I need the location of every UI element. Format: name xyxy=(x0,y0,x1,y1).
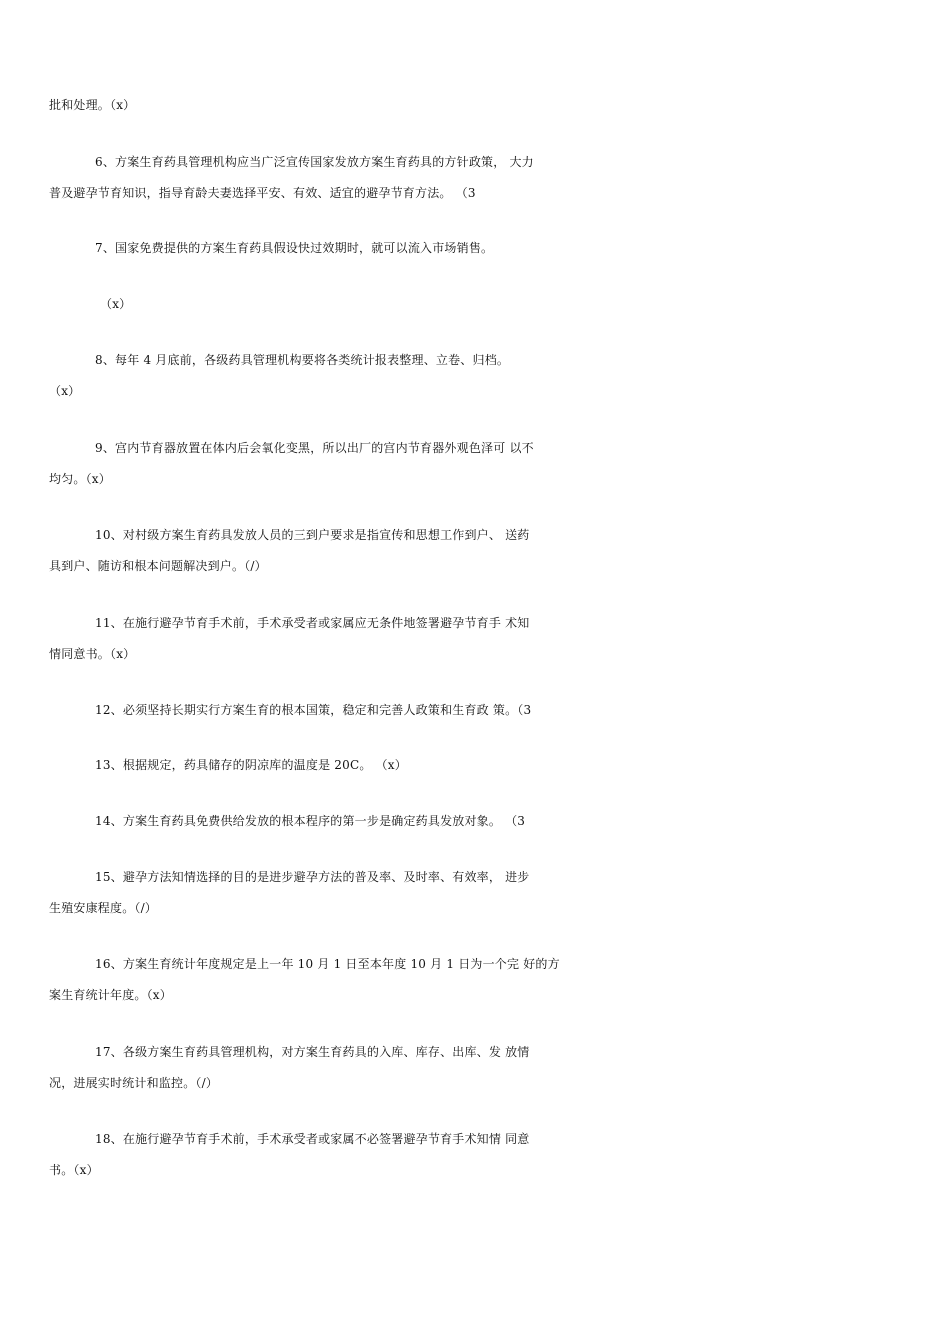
question-10-line-2: 具到户、随访和根本问题解决到户。（/） xyxy=(49,559,267,573)
question-17-line-1: 17、各级方案生育药具管理机构，对方案生育药具的入库、库存、出库、发 放情 xyxy=(95,1045,530,1059)
question-16-line-1: 16、方案生育统计年度规定是上一年 10 月 1 日至本年度 10 月 1 日为一个完 好的方 xyxy=(95,957,560,971)
question-16-line-2: 案生育统计年度。（x） xyxy=(49,988,172,1002)
text-line: 批和处理。（x） xyxy=(49,98,136,112)
question-6-line-1: 6、方案生育药具管理机构应当广泛宣传国家发放方案生育药具的方针政策， 大力 xyxy=(95,155,534,169)
question-12-line-1: 12、必须坚持长期实行方案生育的根本国策，稳定和完善人政策和生育政 策。（3 xyxy=(95,703,532,717)
question-11-line-2: 情同意书。（x） xyxy=(49,647,136,661)
question-8-line-1: 8、每年 4 月底前，各级药具管理机构要将各类统计报表整理、立卷、归档。 xyxy=(95,353,510,367)
question-11-line-1: 11、在施行避孕节育手术前，手术承受者或家属应无条件地签署避孕节育手 术知 xyxy=(95,616,530,630)
question-18-line-1: 18、在施行避孕节育手术前，手术承受者或家属不必签署避孕节育手术知情 同意 xyxy=(95,1132,530,1146)
question-15-line-2: 生殖安康程度。（/） xyxy=(49,901,158,915)
question-7-answer: （x） xyxy=(100,297,132,311)
question-13-line-1: 13、根据规定，药具储存的阴凉库的温度是 20C。 （x） xyxy=(95,758,407,772)
question-15-line-1: 15、避孕方法知情选择的目的是进步避孕方法的普及率、及时率、有效率， 进步 xyxy=(95,870,530,884)
question-7-line-1: 7、国家免费提供的方案生育药具假设快过效期时，就可以流入市场销售。 xyxy=(95,241,494,255)
question-10-line-1: 10、对村级方案生育药具发放人员的三到户要求是指宣传和思想工作到户、 送药 xyxy=(95,528,530,542)
question-8-answer: （x） xyxy=(49,384,81,398)
question-14-line-1: 14、方案生育药具免费供给发放的根本程序的第一步是确定药具发放对象。 （3 xyxy=(95,814,526,828)
question-9-line-2: 均匀。（x） xyxy=(49,472,111,486)
question-18-line-2: 书。（x） xyxy=(49,1163,99,1177)
question-9-line-1: 9、宫内节育器放置在体内后会氧化变黑，所以出厂的宫内节育器外观色泽可 以不 xyxy=(95,441,534,455)
question-17-line-2: 况，进展实时统计和监控。（/） xyxy=(49,1076,219,1090)
question-6-line-2: 普及避孕节育知识，指导育龄夫妻选择平安、有效、适宜的避孕节育方法。 （3 xyxy=(49,186,476,200)
